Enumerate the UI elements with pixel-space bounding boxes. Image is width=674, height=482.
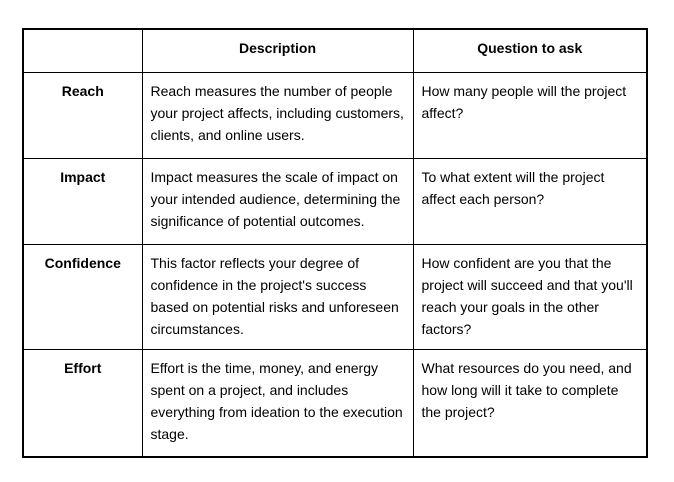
description-cell: Reach measures the number of people your project affects, including customers, clients, and online users. <box>142 72 413 158</box>
factor-cell: Impact <box>23 158 142 244</box>
table-row-impact <box>23 158 647 244</box>
table-header-row <box>23 29 647 72</box>
header-cell-description: Description <box>142 29 413 72</box>
question-cell: What resources do you need, and how long will it take to complete the project? <box>413 349 647 457</box>
table-row-reach <box>23 72 647 158</box>
factor-cell: Reach <box>23 72 142 158</box>
question-cell: To what extent will the project affect each person? <box>413 158 647 244</box>
factor-cell: Effort <box>23 349 142 457</box>
header-cell-factor <box>23 29 142 72</box>
question-cell: How many people will the project affect? <box>413 72 647 158</box>
description-cell: This factor reflects your degree of confidence in the project's success based on potential risks and unforeseen circumstances. <box>142 244 413 349</box>
question-cell: How confident are you that the project will succeed and that you'll reach your goals in the other factors? <box>413 244 647 349</box>
table-row-effort <box>23 349 647 457</box>
description-cell: Impact measures the scale of impact on your intended audience, determining the significance of potential outcomes. <box>142 158 413 244</box>
factor-cell: Confidence <box>23 244 142 349</box>
header-cell-question: Question to ask <box>413 29 647 72</box>
description-cell: Effort is the time, money, and energy spent on a project, and includes everything from ideation to the execution stage. <box>142 349 413 457</box>
table-row-confidence <box>23 244 647 349</box>
rice-framework-table <box>22 28 648 458</box>
